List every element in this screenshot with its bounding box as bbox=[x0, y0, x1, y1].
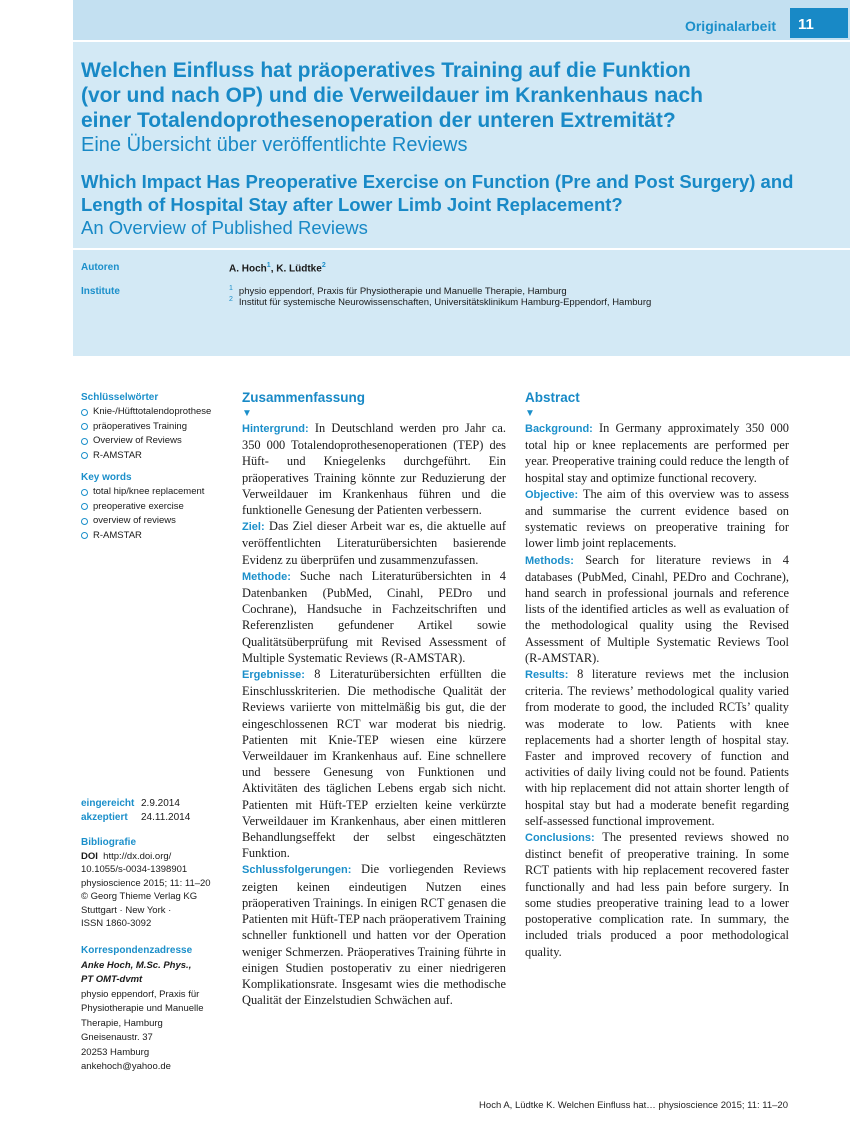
doi-label: DOI bbox=[81, 850, 98, 862]
bibliography-block bbox=[81, 836, 231, 931]
keywords-en-heading: Key words bbox=[81, 472, 132, 483]
method-de-lead: Methode: bbox=[242, 570, 291, 583]
keyword-en-item bbox=[81, 514, 231, 529]
author-2: K. Lüdtke bbox=[276, 263, 322, 275]
title-de-line-3: einer Totalendoprothesenoperation der unteren Extremität? bbox=[81, 109, 676, 132]
background-en-text: In Germany approximately 350 000 total hip or knee replacements are performed per year. Preoperative training could reduce the length of hospital stay and optimize functional recovery. bbox=[525, 421, 789, 485]
bullet-circle-icon bbox=[81, 518, 88, 525]
results-de-text: 8 Literaturübersichten erfüllten die Einschlusskriterien. Die methodische Qualität der Reviews variierte von mittelmäßig bis gut, die der eingeschlossenen RCT war moderat bis niedrig. Patienten mit Knie-TEP wiesen eine kürzere Verweildauer im Krankenhaus auf. Eine schnellere und bessere Genesung von Funktionen und Aktivitäten des täglichen Lebens ergab sich nicht. Patienten mit Hüft-TEP erzielten keine verkürzte Verweildauer im Krankenhaus, aber einen mittleren Behandlungseffekt der selbst eingeschätzten Funktion. bbox=[242, 667, 506, 861]
sidebar bbox=[81, 392, 231, 543]
received-label: eingereicht bbox=[81, 798, 135, 809]
summary-heading: Zusammenfassung bbox=[242, 390, 366, 405]
keyword-en-text: total hip/knee replacement bbox=[93, 486, 205, 497]
institutes-label: Institute bbox=[81, 286, 120, 297]
title-en-line-1: Which Impact Has Preoperative Exercise on Function (Pre and Post Surgery) and bbox=[81, 171, 794, 192]
keyword-de-item bbox=[81, 405, 231, 420]
correspondence-email[interactable]: ankehoch@yahoo.de bbox=[81, 1061, 171, 1072]
correspondence-block bbox=[81, 944, 231, 1075]
received-row bbox=[81, 797, 190, 811]
author-1-sup: 1 bbox=[266, 262, 271, 269]
section-label: Originalarbeit bbox=[684, 18, 776, 34]
accepted-label: akzeptiert bbox=[81, 812, 128, 823]
conclusion-de-text: Die vorliegenden Reviews zeigten keinen eindeutigen Nutzen eines präoperativen Trainings. In einigen RCT genasen die Patienten mit Hüft-TEP nach präoperativem Training schneller funktionell und hatten vor der Operation weniger Schmerzen. Präoperatives Training führte in einigen Studien postoperativ zu einer niedrigeren Komplikationsrate. Insgesamt wies die methodische Qualität der Einzelstudien Schwächen auf. bbox=[242, 862, 506, 1008]
bullet-circle-icon bbox=[81, 503, 88, 510]
conclusions-en-lead: Conclusions: bbox=[525, 832, 595, 845]
received-date: 2.9.2014 bbox=[141, 798, 180, 809]
institute-2 bbox=[229, 296, 651, 308]
copyright: © Georg Thieme Verlag KG bbox=[81, 891, 198, 902]
objective-en-text: The aim of this overview was to assess and summarise the current evidence based on systematic reviews on preoperative training for lower limb joint replacements. bbox=[525, 486, 789, 551]
keyword-de-item bbox=[81, 449, 231, 464]
footer-citation: Hoch A, Lüdtke K. Welchen Einfluss hat… physioscience 2015; 11: 11–20 bbox=[479, 1100, 788, 1111]
institute-1-num: 1 bbox=[229, 285, 233, 292]
correspondence-street: Gneisenaustr. 37 bbox=[81, 1032, 153, 1043]
accepted-date: 24.11.2014 bbox=[141, 812, 191, 823]
bibliography-heading: Bibliografie bbox=[81, 837, 137, 848]
results-en-lead: Results: bbox=[525, 669, 569, 682]
keyword-de-text: Overview of Reviews bbox=[93, 435, 182, 446]
objective-en-lead: Objective: bbox=[525, 488, 579, 501]
keyword-de-item bbox=[81, 420, 231, 435]
abstract-english-column bbox=[525, 390, 789, 960]
correspondence-line-1: physio eppendorf, Praxis für bbox=[81, 988, 200, 1000]
dates-block bbox=[81, 797, 190, 825]
bullet-circle-icon bbox=[81, 532, 88, 539]
results-de-lead: Ergebnisse: bbox=[242, 669, 305, 682]
triangle-down-icon: ▼ bbox=[525, 408, 535, 419]
author-separator: , bbox=[270, 263, 277, 275]
authors bbox=[229, 262, 326, 274]
publisher-city: Stuttgart · New York · bbox=[81, 904, 172, 916]
keyword-en-item bbox=[81, 500, 231, 515]
bullet-circle-icon bbox=[81, 409, 88, 416]
correspondence-line-2: Physiotherapie und Manuelle bbox=[81, 1003, 204, 1014]
keyword-de-text: R-AMSTAR bbox=[93, 449, 142, 461]
doi-line-1: http://dx.doi.org/ bbox=[103, 850, 172, 862]
conclusions-en-text: The presented reviews showed no distinct benefit of preoperative training. In some RCT patients with hip replacement recovered faster functionally and had less pain before surgery. In some studies preoperative training lead to a lower postoperative complication rate. In summary, the included trials produced a poor methodological quality. bbox=[525, 830, 789, 959]
issn: ISSN 1860-3092 bbox=[81, 918, 152, 929]
author-1: A. Hoch bbox=[229, 263, 267, 275]
correspondence-city: 20253 Hamburg bbox=[81, 1046, 150, 1058]
keywords-de-heading: Schlüsselwörter bbox=[81, 392, 159, 403]
bullet-circle-icon bbox=[81, 452, 88, 459]
abstract-text bbox=[525, 420, 789, 960]
subtitle-en: An Overview of Published Reviews bbox=[81, 217, 368, 238]
keyword-en-item bbox=[81, 529, 231, 544]
background-en-lead: Background: bbox=[525, 423, 593, 435]
doi-row bbox=[81, 850, 231, 864]
title-de-line-2: (vor und nach OP) und die Verweildauer im Krankenhaus nach bbox=[81, 84, 703, 107]
accepted-row bbox=[81, 811, 190, 825]
doi-line-2: 10.1055/s-0034-1398901 bbox=[81, 864, 188, 875]
keyword-de-text: Knie-/Hüfttotalendoprothese bbox=[93, 406, 212, 417]
triangle-down-icon: ▼ bbox=[242, 408, 252, 419]
methods-en-text: Search for literature reviews in 4 databases (PubMed, Cinahl, PEDro and Cochrane), hand search in professional journals and reference lists of the identified articles as well as evaluation of the methodological quality using the Revised Assessment of Multiple Systematic Reviews Tool (R-AMSTAR). bbox=[525, 552, 789, 665]
keyword-en-item bbox=[81, 485, 231, 500]
background-de-lead: Hintergrund: bbox=[242, 423, 309, 435]
keyword-en-text: preoperative exercise bbox=[93, 500, 184, 512]
conclusion-de-lead: Schlussfolgerungen: bbox=[242, 864, 352, 877]
title-en-line-2: Length of Hospital Stay after Lower Limb Joint Replacement? bbox=[81, 194, 623, 215]
title-german bbox=[81, 58, 821, 157]
results-en-text: 8 literature reviews met the inclusion criteria. The reviews’ methodological quality varied from moderate to good, the included RCTs’ quality was moderate to low. Patients with knee replacements had a shorter length of hospital stay. Faster and improved recovery of function and activities of daily living could not be found. Patients with hip replacement did not attain shorter length of hospital stay but had a moderate benefit regarding self-assessed functional improvement. bbox=[525, 667, 789, 828]
title-english bbox=[81, 170, 821, 239]
abstract-heading: Abstract bbox=[525, 390, 580, 405]
institute-1-text: physio eppendorf, Praxis für Physiotherapie und Manuelle Therapie, Hamburg bbox=[238, 286, 567, 298]
method-de-text: Suche nach Literaturübersichten in 4 Datenbanken (PubMed, Cinahl, PEDro und Cochrane), Handsuche in Fachzeitschriften und Referenzlisten gefundener Artikel sowie Qualitätsüberprüfung mit Revised Assessment of Multiple Systematic Reviews (R-AMSTAR). bbox=[242, 568, 506, 665]
institute-2-num: 2 bbox=[229, 296, 233, 303]
summary-text bbox=[242, 420, 506, 1008]
correspondence-heading: Korrespondenzadresse bbox=[81, 945, 193, 956]
bullet-circle-icon bbox=[81, 489, 88, 496]
institute-2-text: Institut für systemische Neurowissenschaften, Universitätsklinikum Hamburg-Eppendorf, Hamburg bbox=[238, 297, 652, 309]
subtitle-de: Eine Übersicht über veröffentlichte Reviews bbox=[81, 134, 468, 156]
authors-label: Autoren bbox=[81, 262, 120, 273]
keyword-de-item bbox=[81, 434, 231, 449]
methods-en-lead: Methods: bbox=[525, 554, 574, 567]
page-number: 11 bbox=[790, 8, 848, 38]
bullet-circle-icon bbox=[81, 423, 88, 430]
summary-german-column bbox=[242, 390, 506, 1008]
keyword-en-text: R-AMSTAR bbox=[93, 529, 142, 541]
journal-ref: physioscience 2015; 11: 11–20 bbox=[81, 877, 211, 889]
keyword-de-text: präoperatives Training bbox=[93, 420, 187, 432]
keyword-en-text: overview of reviews bbox=[93, 515, 176, 526]
author-2-sup: 2 bbox=[321, 262, 326, 269]
aim-de-text: Das Ziel dieser Arbeit war es, die aktuelle auf veröffentlichten Literaturübersichten basierende Evidenz zu überprüfen und zusammenzufassen. bbox=[242, 519, 506, 567]
band-divider bbox=[73, 248, 850, 250]
title-de-line-1: Welchen Einfluss hat präoperatives Training auf die Funktion bbox=[81, 59, 691, 82]
correspondence-name: Anke Hoch, M.Sc. Phys., bbox=[81, 959, 192, 971]
bullet-circle-icon bbox=[81, 438, 88, 445]
background-de-text: In Deutschland werden pro Jahr ca. 350 000 Totalendoprothesenoperationen (TEP) des Hüft- und Kniegelenks durchgeführt. Ein präoperatives Training könnte zur Reduzierung der Verweildauer im Krankenhaus führen und die funktionelle Genesung der Patienten verbessern. bbox=[242, 421, 506, 518]
correspondence-title: PT OMT-dvmt bbox=[81, 974, 143, 985]
aim-de-lead: Ziel: bbox=[242, 521, 265, 534]
correspondence-line-3: Therapie, Hamburg bbox=[81, 1017, 163, 1029]
